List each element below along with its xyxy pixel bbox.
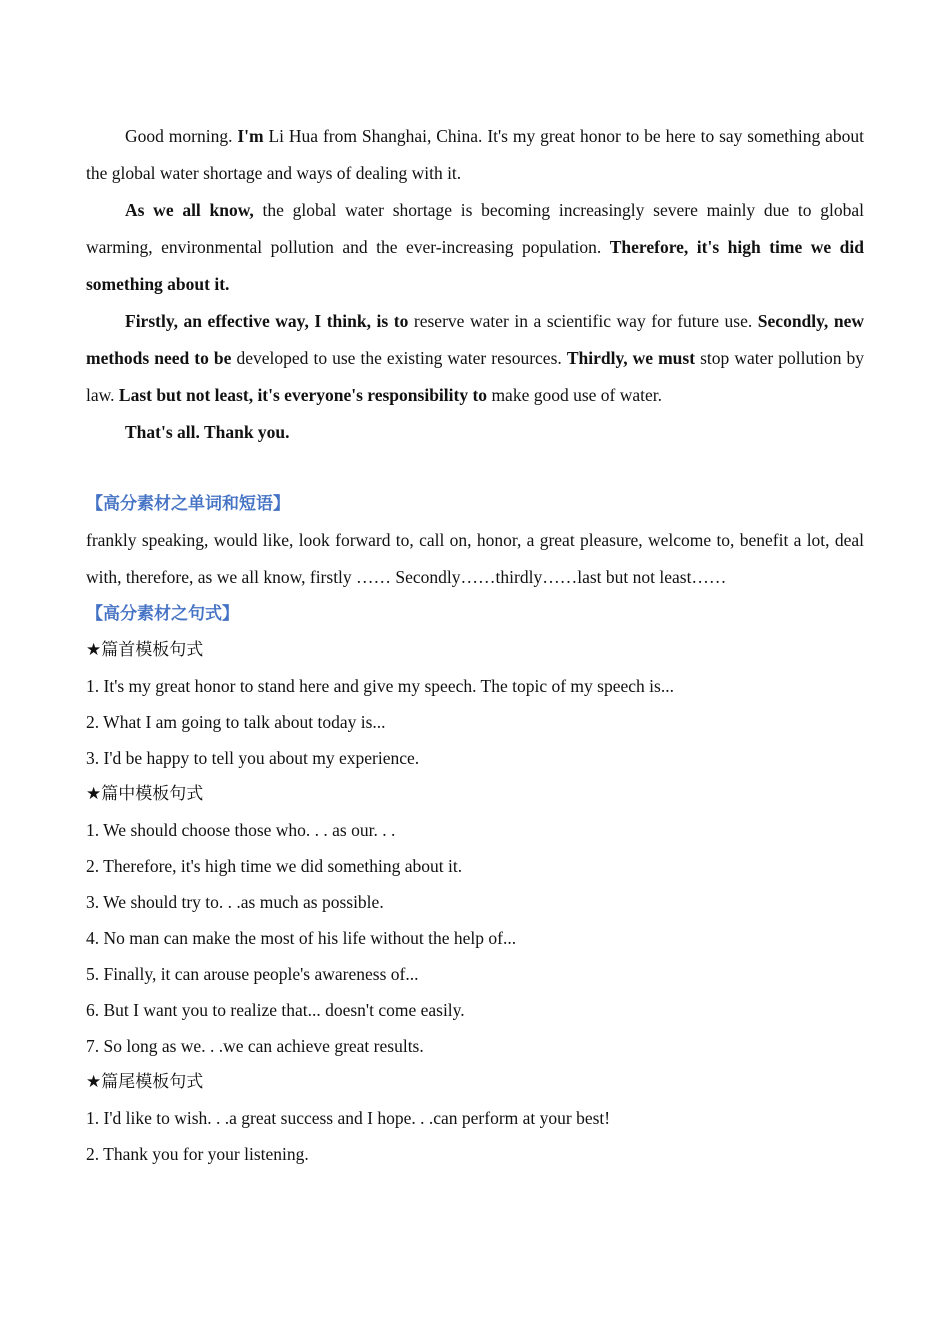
speech-paragraph-1 [86,118,864,192]
pattern-item: 6. But I want you to realize that... doesn't come easily. [86,1000,465,1020]
text-run: the global water shortage is becoming increasingly severe mainly due to global warming, environmental pollution and the ever-increasing population. [86,200,864,257]
bold-run: As we all know, [125,200,254,220]
text-run: stop water pollution by law. [86,348,864,405]
text-run: reserve water in a scientific way for future use. [408,311,758,331]
bold-run: Secondly, new methods need to be [86,311,864,368]
spacer [86,451,864,486]
pattern-item: 2. What I am going to talk about today is... [86,712,386,732]
vocab-text: frankly speaking, would like, look forward to, call on, honor, a great pleasure, welcome to, benefit a lot, deal with, therefore, as we all know, firstly …… Secondly……thirdly……last but not least…… [86,530,864,587]
text-run: Li Hua from Shanghai, China. It's my great honor to be here to say something about the global water shortage and ways of dealing with it. [86,126,864,183]
pattern-item: 4. No man can make the most of his life without the help of... [86,928,517,948]
bold-run: Thirdly, we must [566,348,696,368]
pattern-group-title: ★篇中模板句式 [86,784,204,804]
text-run: Good morning. [125,126,238,146]
pattern-groups [86,632,864,1172]
pattern-item: 3. We should try to. . .as much as possible. [86,892,384,912]
speech-paragraph-2 [86,192,864,303]
document-page [86,118,864,1172]
pattern-item: 2. Thank you for your listening. [86,1144,309,1164]
vocab-heading: 【高分素材之单词和短语】 [86,494,290,514]
pattern-item: 1. We should choose those who. . . as our. . . [86,820,396,840]
pattern-item: 7. So long as we. . .we can achieve great results. [86,1036,424,1056]
text-run: make good use of water. [487,385,663,405]
pattern-item: 3. I'd be happy to tell you about my experience. [86,748,420,768]
bold-run: That's all. Thank you. [125,422,290,442]
pattern-group-title: ★篇首模板句式 [86,640,204,660]
bold-run: Last but not least, it's everyone's responsibility to [118,385,488,405]
bold-run: Firstly, an effective way, I think, is to [125,311,409,331]
pattern-item: 1. It's my great honor to stand here and give my speech. The topic of my speech is... [86,676,674,696]
speech-closing [86,414,864,451]
bold-run: I'm [237,126,264,146]
patterns-heading: 【高分素材之句式】 [86,604,239,624]
text-run: developed to use the existing water resources. [231,348,567,368]
bold-run: Therefore, it's high time we did something about it. [86,237,864,294]
pattern-item: 5. Finally, it can arouse people's awareness of... [86,964,419,984]
speech-paragraph-3 [86,303,864,414]
pattern-item: 1. I'd like to wish. . .a great success and I hope. . .can perform at your best! [86,1108,611,1128]
pattern-item: 2. Therefore, it's high time we did something about it. [86,856,463,876]
pattern-group-title: ★篇尾模板句式 [86,1072,204,1092]
